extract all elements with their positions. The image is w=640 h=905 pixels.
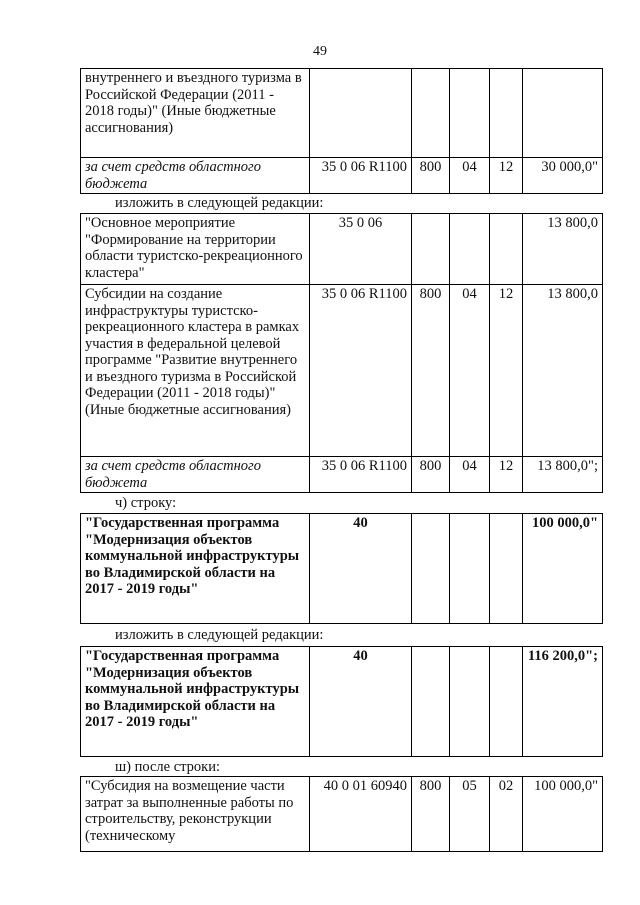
- row-rz: 04: [450, 158, 490, 194]
- row-vr: 800: [412, 777, 450, 852]
- table-row: [81, 69, 603, 158]
- table-block-3: [80, 513, 603, 624]
- row-pr: [490, 647, 523, 757]
- row-vr: [412, 647, 450, 757]
- row-sum: 30 000,0": [523, 158, 603, 194]
- instruction-text: изложить в следующей редакции:: [115, 627, 324, 643]
- row-rz: [450, 214, 490, 285]
- row-code: 35 0 06 R1100: [310, 457, 412, 493]
- row-rz: 04: [450, 285, 490, 457]
- row-sum: 100 000,0": [523, 514, 603, 624]
- table-row: [81, 457, 603, 493]
- table-row: [81, 647, 603, 757]
- row-pr: [490, 214, 523, 285]
- row-vr: 800: [412, 285, 450, 457]
- table-row: [81, 514, 603, 624]
- row-sum: 13 800,0";: [523, 457, 603, 493]
- table-row: [81, 214, 603, 285]
- row-name: за счет средств областного бюджета: [81, 158, 310, 194]
- row-rz: [450, 514, 490, 624]
- row-code: 40: [310, 514, 412, 624]
- row-vr: [412, 214, 450, 285]
- row-rz: [450, 69, 490, 158]
- row-name: "Государственная программа "Модернизация объектов коммунальной инфраструктуры во Владимирской области на 2017 - 2019 годы": [81, 514, 310, 624]
- table-block-5: [80, 776, 603, 852]
- row-pr: 02: [490, 777, 523, 852]
- table-row: [81, 777, 603, 852]
- row-vr: 800: [412, 457, 450, 493]
- row-name: внутреннего и въездного туризма в Российской Федерации (2011 - 2018 годы)" (Иные бюджетные ассигнования): [81, 69, 310, 158]
- row-pr: [490, 69, 523, 158]
- row-name: за счет средств областного бюджета: [81, 457, 310, 493]
- row-vr: [412, 514, 450, 624]
- row-sum: 100 000,0": [523, 777, 603, 852]
- table-row: [81, 158, 603, 194]
- row-vr: 800: [412, 158, 450, 194]
- row-name: "Основное мероприятие "Формирование на территории области туристско-рекреационного кластера": [81, 214, 310, 285]
- instruction-text: ш) после строки:: [115, 759, 221, 775]
- row-pr: 12: [490, 158, 523, 194]
- row-name: Субсидии на создание инфраструктуры туристско-рекреационного кластера в рамках участия в федеральной целевой программе "Развитие внутреннего и въездного туризма в Российской Федерации (2011 - 2018 годы)" (Иные бюджетные ассигнования): [81, 285, 310, 457]
- row-code: 35 0 06: [310, 214, 412, 285]
- row-code: 35 0 06 R1100: [310, 285, 412, 457]
- table-block-4: [80, 646, 603, 757]
- row-name: "Государственная программа "Модернизация объектов коммунальной инфраструктуры во Владимирской области на 2017 - 2019 годы": [81, 647, 310, 757]
- row-sum: 13 800,0: [523, 285, 603, 457]
- row-pr: 12: [490, 457, 523, 493]
- page-number: 49: [313, 44, 327, 59]
- row-rz: [450, 647, 490, 757]
- row-vr: [412, 69, 450, 158]
- row-sum: 13 800,0: [523, 214, 603, 285]
- table-block-1: [80, 68, 603, 194]
- row-sum: 116 200,0";: [523, 647, 603, 757]
- table-row: [81, 285, 603, 457]
- table-block-2: [80, 213, 603, 493]
- instruction-text: ч) строку:: [115, 495, 177, 511]
- row-sum: [523, 69, 603, 158]
- instruction-text: изложить в следующей редакции:: [115, 195, 324, 211]
- row-pr: 12: [490, 285, 523, 457]
- row-pr: [490, 514, 523, 624]
- row-name: "Субсидия на возмещение части затрат за выполненные работы по строительству, реконструкции (техническому: [81, 777, 310, 852]
- row-code: 40: [310, 647, 412, 757]
- row-code: 40 0 01 60940: [310, 777, 412, 852]
- row-code: [310, 69, 412, 158]
- row-rz: 04: [450, 457, 490, 493]
- row-code: 35 0 06 R1100: [310, 158, 412, 194]
- row-rz: 05: [450, 777, 490, 852]
